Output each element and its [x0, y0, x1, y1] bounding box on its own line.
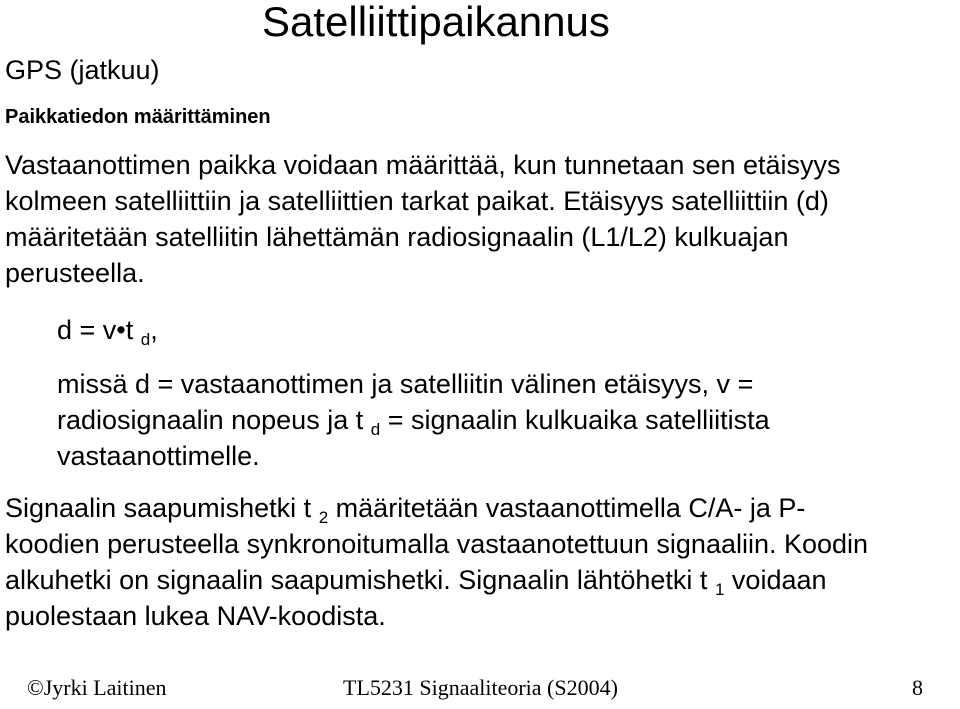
text-line — [5, 562, 868, 598]
text-line — [5, 490, 868, 526]
text-line: vastaanottimelle. — [57, 441, 260, 471]
text-line: missä d = vastaanottimen ja satelliitin välinen etäisyys, v = — [57, 369, 754, 399]
text-segment: alkuhetki on signaalin saapumishetki. Signaalin lähtöhetki t — [5, 565, 708, 595]
footer-author: ©Jyrki Laitinen — [27, 675, 167, 700]
paragraph-intro — [5, 147, 841, 291]
text-segment: voidaan — [724, 565, 827, 595]
text-line: kolmeen satelliittiin ja satelliittien tarkat paikat. Etäisyys satelliittiin (d) — [5, 186, 829, 216]
text-segment: määritetään vastaanottimella C/A- ja P- — [328, 493, 806, 523]
text-line: puolestaan lukea NAV-koodista. — [5, 601, 386, 631]
text-line — [57, 402, 770, 438]
text-line: määritetään satelliitin lähettämän radiosignaalin (L1/L2) kulkuajan — [5, 222, 789, 252]
subsection-heading: Paikkatiedon määrittäminen — [5, 106, 271, 128]
text-segment: radiosignaalin nopeus ja t — [57, 405, 364, 435]
text-line: perusteella. — [5, 258, 145, 288]
formula-lhs: d = v — [57, 315, 117, 345]
section-heading: GPS (jatkuu) — [5, 55, 160, 85]
footer-course: TL5231 Signaaliteoria (S2004) — [343, 675, 618, 700]
subscript: 1 — [714, 580, 725, 599]
text-segment: Signaalin saapumishetki t — [5, 493, 312, 523]
text-line: koodien perusteella synkronoitumalla vastaanotettuun signaaliin. Koodin — [5, 529, 869, 559]
slide-title: Satelliittipaikannus — [262, 0, 610, 45]
subscript: 2 — [318, 508, 329, 527]
bullet-operator: • — [116, 315, 126, 345]
text-line: Vastaanottimen paikka voidaan määrittää, kun tunnetaan sen etäisyys — [5, 150, 841, 180]
formula-subscript: d — [140, 330, 151, 349]
text-segment: = signaalin kulkuaika satelliitista — [380, 405, 770, 435]
formula-tail: , — [150, 315, 158, 345]
subscript: d — [370, 420, 381, 439]
paragraph-definitions — [57, 366, 770, 474]
paragraph-arrival-time — [5, 490, 868, 634]
formula-t: t — [125, 315, 134, 345]
distance-formula — [57, 312, 158, 348]
footer-page-number: 8 — [912, 675, 923, 700]
